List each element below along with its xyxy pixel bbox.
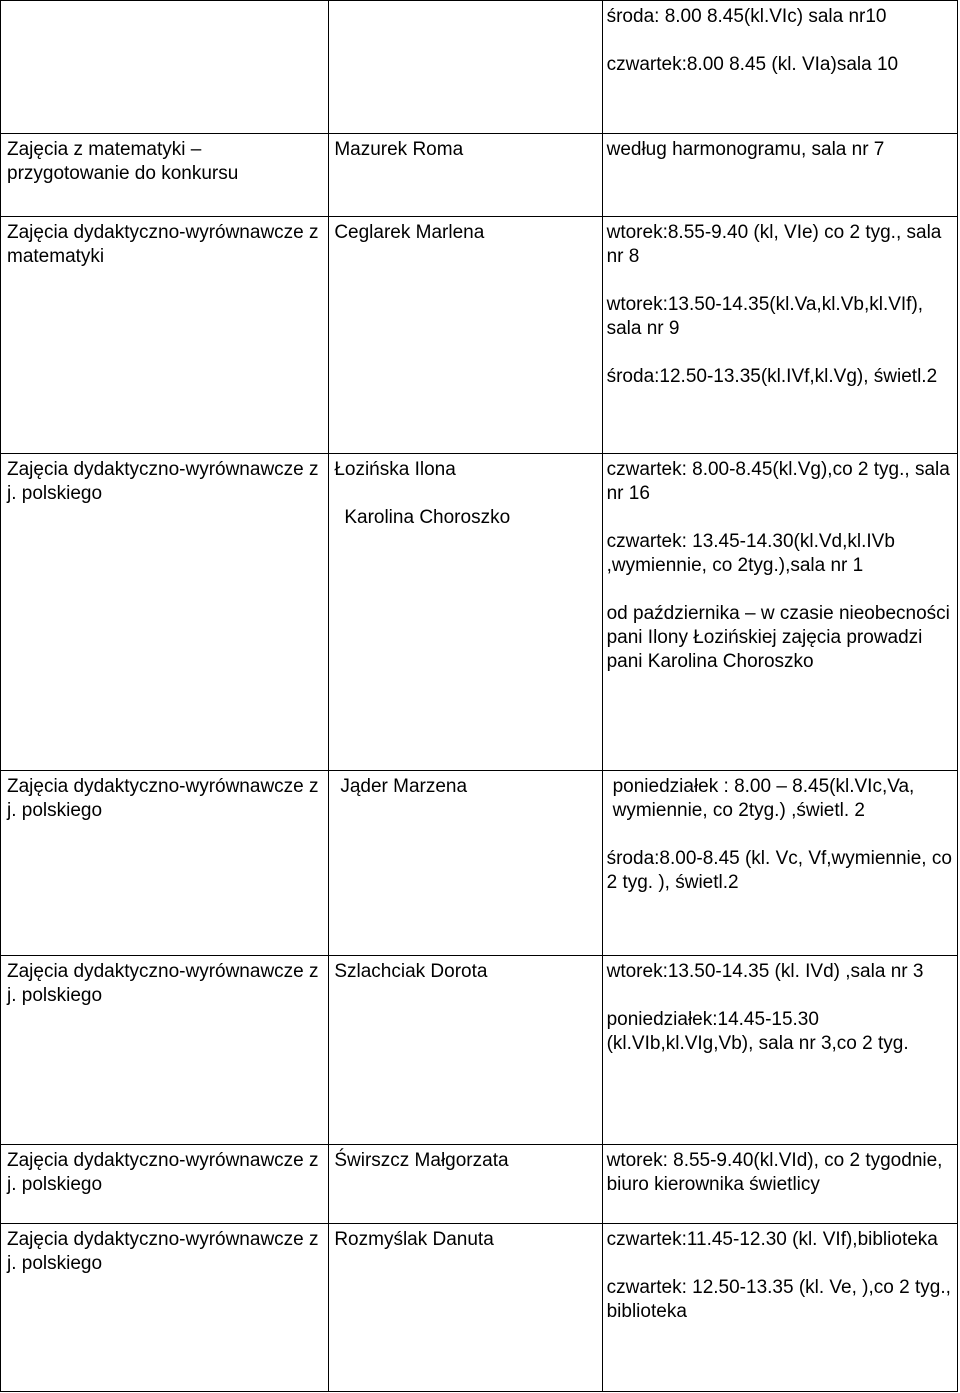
schedule-entry: czwartek: 13.45-14.30(kl.Vd,kl.IVb ,wymiennie, co 2tyg.),sala nr 1 (606, 531, 895, 576)
schedule-entry: środa:8.00-8.45 (kl. Vc, Vf,wymiennie, co 2 tyg. ), świetl.2 (606, 848, 952, 893)
subject-cell (1, 1224, 329, 1392)
schedule-entry: czwartek: 8.00-8.45(kl.Vg),co 2 tyg., sala nr 16 (606, 459, 950, 504)
schedule-cell (602, 771, 957, 956)
teacher-cell (329, 1145, 602, 1224)
table-row (1, 956, 958, 1145)
schedule-entry: środa: 8.00 8.45(kl.VIc) sala nr10 (606, 6, 887, 27)
table-row (1, 134, 958, 217)
schedule-entry: od października – w czasie nieobecności pani Ilony Łozińskiej zajęcia prowadzi pani Karolina Choroszko (606, 603, 950, 672)
subject-cell (1, 134, 329, 217)
teacher-name: Świrszcz Małgorzata (334, 1150, 509, 1171)
schedule-entry: poniedziałek:14.45-15.30 (kl.VIb,kl.VIg,Vb), sala nr 3,co 2 tyg. (606, 1009, 909, 1054)
subject-text: Zajęcia dydaktyczno-wyrównawcze z j. polskiego (7, 961, 319, 1006)
teacher-cell (329, 1224, 602, 1392)
schedule-cell (602, 454, 957, 771)
schedule-entry: wtorek: 8.55-9.40(kl.VId), co 2 tygodnie, biuro kierownika świetlicy (606, 1150, 943, 1195)
schedule-cell (602, 134, 957, 217)
subject-cell (1, 454, 329, 771)
subject-cell (1, 956, 329, 1145)
subject-cell (1, 1, 329, 134)
teacher-cell (329, 956, 602, 1145)
schedule-cell (602, 1145, 957, 1224)
subject-text: Zajęcia dydaktyczno-wyrównawcze z j. polskiego (7, 1150, 319, 1195)
subject-text: Zajęcia dydaktyczno-wyrównawcze z matematyki (7, 222, 319, 267)
table-row (1, 217, 958, 454)
schedule-entry: wtorek:13.50-14.35(kl.Va,kl.Vb,kl.VIf), sala nr 9 (606, 294, 924, 339)
schedule-entry: wtorek:8.55-9.40 (kl, VIe) co 2 tyg., sala nr 8 (606, 222, 942, 267)
teacher-cell (329, 771, 602, 956)
table-row (1, 1, 958, 134)
table-row (1, 1145, 958, 1224)
teacher-cell (329, 134, 602, 217)
schedule-cell (602, 1224, 957, 1392)
teacher-name: Ceglarek Marlena (334, 222, 485, 243)
subject-text: Zajęcia z matematyki – przygotowanie do konkursu (7, 139, 239, 184)
teacher-name: Karolina Choroszko (344, 507, 511, 528)
subject-cell (1, 771, 329, 956)
schedule-cell (602, 1, 957, 134)
teacher-name: Jąder Marzena (340, 776, 468, 797)
teacher-name: Rozmyślak Danuta (334, 1229, 494, 1250)
teacher-cell (329, 1, 602, 134)
subject-text: Zajęcia dydaktyczno-wyrównawcze z j. polskiego (7, 459, 319, 504)
schedule-entry: poniedziałek : 8.00 – 8.45(kl.VIc,Va, wymiennie, co 2tyg.) ,świetl. 2 (612, 776, 915, 821)
table-row (1, 1224, 958, 1392)
subject-text: Zajęcia dydaktyczno-wyrównawcze z j. polskiego (7, 776, 319, 821)
schedule-entry: według harmonogramu, sala nr 7 (606, 139, 885, 160)
schedule-entry: wtorek:13.50-14.35 (kl. IVd) ,sala nr 3 (606, 961, 924, 982)
subject-cell (1, 217, 329, 454)
schedule-entry: czwartek:8.00 8.45 (kl. VIa)sala 10 (606, 54, 899, 75)
schedule-cell (602, 217, 957, 454)
teacher-name: Mazurek Roma (334, 139, 464, 160)
schedule-entry: środa:12.50-13.35(kl.IVf,kl.Vg), świetl.2 (606, 366, 938, 387)
teacher-cell (329, 217, 602, 454)
table-row (1, 454, 958, 771)
teacher-cell (329, 454, 602, 771)
teacher-name: Szlachciak Dorota (334, 961, 488, 982)
schedule-entry: czwartek:11.45-12.30 (kl. VIf),biblioteka (606, 1229, 938, 1250)
subject-text: Zajęcia dydaktyczno-wyrównawcze z j. polskiego (7, 1229, 319, 1274)
table-row (1, 771, 958, 956)
schedule-cell (602, 956, 957, 1145)
teacher-name: Łozińska Ilona (334, 459, 456, 480)
subject-cell (1, 1145, 329, 1224)
schedule-entry: czwartek: 12.50-13.35 (kl. Ve, ),co 2 tyg., biblioteka (606, 1277, 951, 1322)
